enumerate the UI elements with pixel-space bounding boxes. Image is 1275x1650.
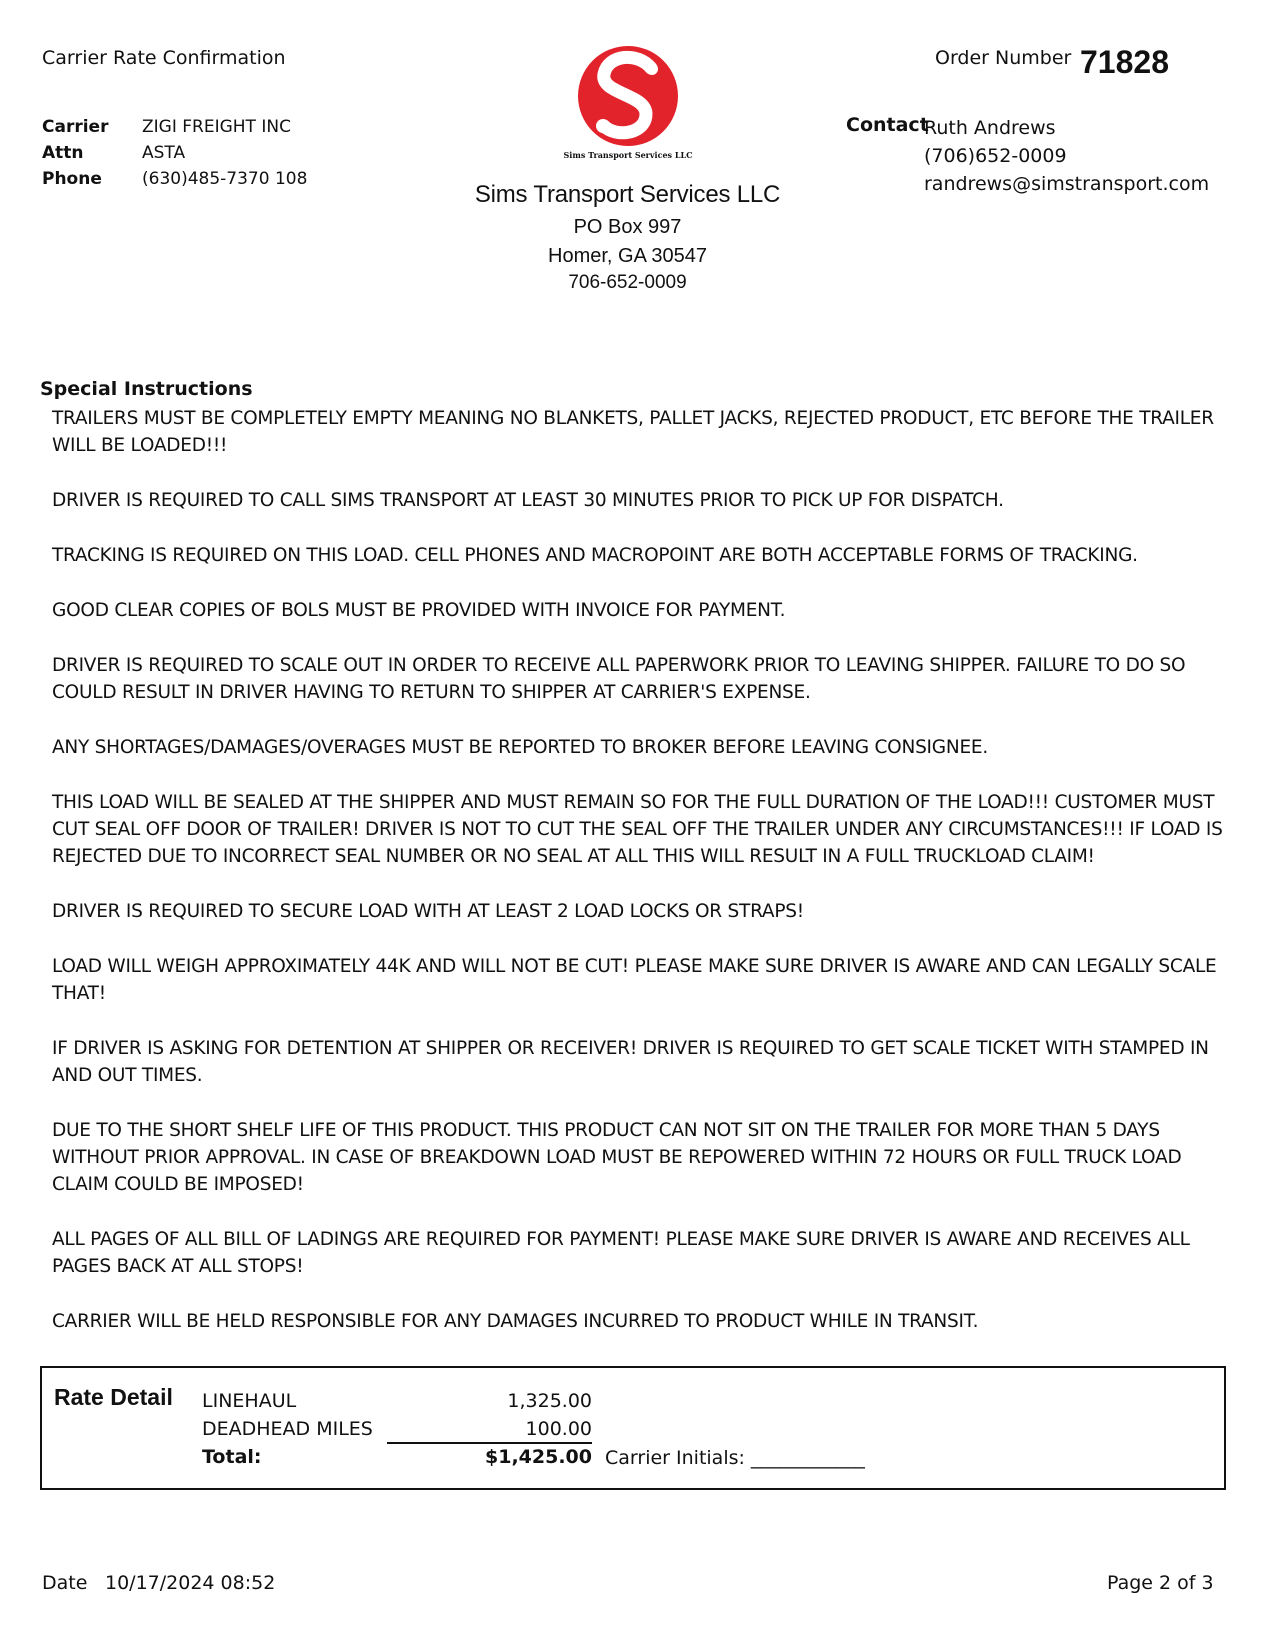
rate-detail-title: Rate Detail bbox=[54, 1384, 173, 1410]
rate-line-desc: LINEHAUL bbox=[202, 1390, 297, 1412]
special-instructions-list bbox=[52, 405, 1232, 1363]
company-phone: 706-652-0009 bbox=[568, 272, 687, 293]
contact-name: Ruth Andrews bbox=[924, 117, 1056, 139]
rate-detail-box bbox=[40, 1366, 1226, 1490]
attn-value: ASTA bbox=[142, 143, 186, 163]
order-number: 71828 bbox=[1080, 44, 1169, 80]
instruction-item: ANY SHORTAGES/DAMAGES/OVERAGES MUST BE REPORTED TO BROKER BEFORE LEAVING CONSIGNEE. bbox=[52, 737, 988, 758]
instruction-item: IF DRIVER IS ASKING FOR DETENTION AT SHIPPER OR RECEIVER! DRIVER IS REQUIRED TO GET SCALE TICKET WITH STAMPED IN AND OUT TIMES. bbox=[52, 1038, 1209, 1086]
instruction-item: DRIVER IS REQUIRED TO SECURE LOAD WITH AT LEAST 2 LOAD LOCKS OR STRAPS! bbox=[52, 901, 804, 922]
contact-info bbox=[924, 114, 1209, 198]
contact-label: Contact bbox=[846, 114, 929, 136]
company-logo bbox=[548, 38, 708, 168]
instruction-item: TRACKING IS REQUIRED ON THIS LOAD. CELL PHONES AND MACROPOINT ARE BOTH ACCEPTABLE FORMS OF TRACKING. bbox=[52, 545, 1138, 566]
page-indicator: Page 2 of 3 bbox=[1107, 1572, 1214, 1594]
instruction-item: GOOD CLEAR COPIES OF BOLS MUST BE PROVIDED WITH INVOICE FOR PAYMENT. bbox=[52, 600, 786, 621]
contact-phone: (706)652-0009 bbox=[924, 145, 1067, 167]
carrier-label: Carrier bbox=[42, 117, 109, 137]
instruction-item: DUE TO THE SHORT SHELF LIFE OF THIS PRODUCT. THIS PRODUCT CAN NOT SIT ON THE TRAILER FOR MORE THAN 5 DAYS WITHOUT PRIOR APPROVAL. IN CASE OF BREAKDOWN LOAD MUST BE REPOWERED WITHIN 72 HOURS OR FULL TRUCK LOAD CLAIM COULD BE IMPOSED! bbox=[52, 1120, 1182, 1195]
phone-value: (630)485-7370 108 bbox=[142, 169, 308, 189]
document-title: Carrier Rate Confirmation bbox=[42, 47, 286, 69]
special-instructions-title: Special Instructions bbox=[40, 378, 253, 400]
carrier-initials-field[interactable]: Carrier Initials: ____________ bbox=[605, 1447, 865, 1469]
instruction-item: DRIVER IS REQUIRED TO SCALE OUT IN ORDER TO RECEIVE ALL PAPERWORK PRIOR TO LEAVING SHIPPER. FAILURE TO DO SO COULD RESULT IN DRIVER HAVING TO RETURN TO SHIPPER AT CARRIER'S EXPENSE. bbox=[52, 655, 1186, 703]
phone-label: Phone bbox=[42, 169, 102, 189]
company-address-line2: Homer, GA 30547 bbox=[548, 245, 707, 267]
instruction-item: TRAILERS MUST BE COMPLETELY EMPTY MEANING NO BLANKETS, PALLET JACKS, REJECTED PRODUCT, ETC BEFORE THE TRAILER WILL BE LOADED!!! bbox=[52, 408, 1214, 456]
instruction-item: THIS LOAD WILL BE SEALED AT THE SHIPPER AND MUST REMAIN SO FOR THE FULL DURATION OF THE LOAD!!! CUSTOMER MUST CUT SEAL OFF DOOR OF TRAILER! DRIVER IS NOT TO CUT THE SEAL OFF THE TRAILER UNDER ANY CIRCUMSTANCES!!! IF LOAD IS REJECTED DUE TO INCORRECT SEAL NUMBER OR NO SEAL AT ALL THIS WILL RESULT IN A FULL TRUCKLOAD CLAIM! bbox=[52, 792, 1223, 867]
company-address-line1: PO Box 997 bbox=[573, 216, 682, 238]
attn-label: Attn bbox=[42, 143, 84, 163]
instruction-item: CARRIER WILL BE HELD RESPONSIBLE FOR ANY DAMAGES INCURRED TO PRODUCT WHILE IN TRANSIT. bbox=[52, 1311, 979, 1332]
instruction-item: LOAD WILL WEIGH APPROXIMATELY 44K AND WILL NOT BE CUT! PLEASE MAKE SURE DRIVER IS AWARE AND CAN LEGALLY SCALE THAT! bbox=[52, 956, 1217, 1004]
carrier-value: ZIGI FREIGHT INC bbox=[142, 117, 291, 137]
contact-email[interactable]: randrews@simstransport.com bbox=[924, 173, 1210, 195]
total-amount: $1,425.00 bbox=[485, 1446, 592, 1468]
date-value: 10/17/2024 08:52 bbox=[105, 1572, 276, 1594]
rate-line-amount: 100.00 bbox=[525, 1418, 592, 1440]
rate-line-amount: 1,325.00 bbox=[507, 1390, 592, 1412]
total-divider bbox=[387, 1442, 592, 1444]
instruction-item: DRIVER IS REQUIRED TO CALL SIMS TRANSPORT AT LEAST 30 MINUTES PRIOR TO PICK UP FOR DISPATCH. bbox=[52, 490, 1004, 511]
order-number-label: Order Number bbox=[935, 47, 1072, 69]
logo-text: Sims Transport Services LLC bbox=[563, 150, 693, 160]
instruction-item: ALL PAGES OF ALL BILL OF LADINGS ARE REQUIRED FOR PAYMENT! PLEASE MAKE SURE DRIVER IS AWARE AND RECEIVES ALL PAGES BACK AT ALL STOPS! bbox=[52, 1229, 1190, 1277]
total-label: Total: bbox=[202, 1446, 262, 1468]
date-label: Date bbox=[42, 1572, 88, 1594]
rate-line-desc: DEADHEAD MILES bbox=[202, 1418, 373, 1440]
company-name: Sims Transport Services LLC bbox=[474, 181, 781, 208]
